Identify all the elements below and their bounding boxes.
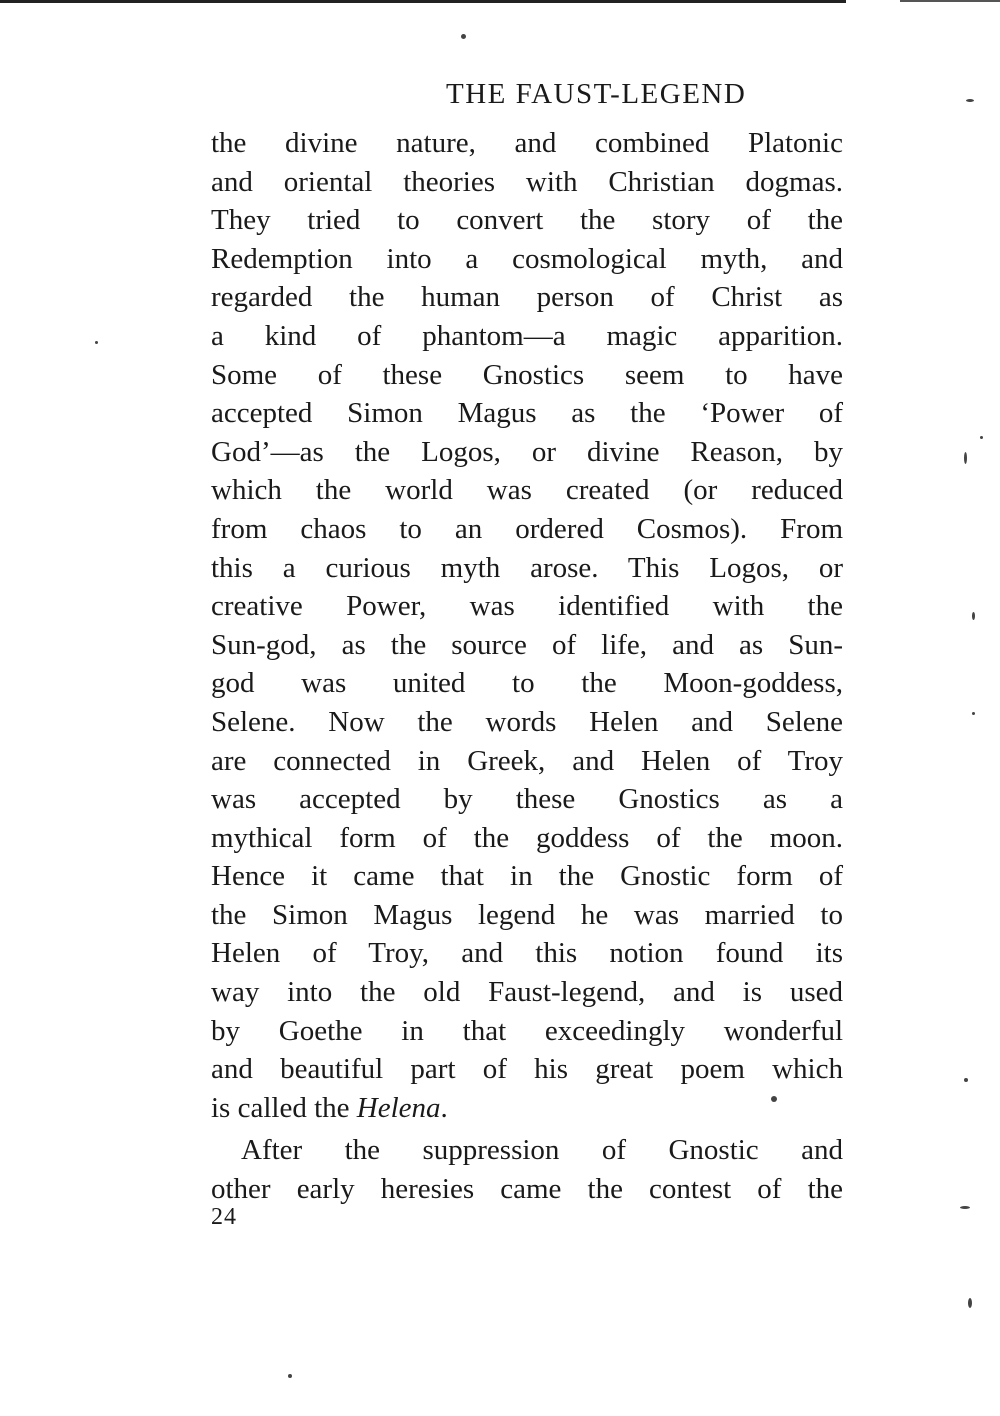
text-line: way into the old Faust-legend, and is used [211,976,843,1009]
scan-speck [288,1374,292,1378]
text-line: Hence it came that in the Gnostic form of [211,860,843,893]
text-line: and oriental theories with Christian dogmas. [211,165,843,198]
text-line: which the world was created (or reduced [211,474,843,507]
text-line: the Simon Magus legend he was married to [211,898,843,931]
scan-speck [960,1206,970,1209]
text-line: and beautiful part of his great poem which [211,1053,843,1086]
text-line: was accepted by these Gnostics as a [211,783,843,816]
top-rule-right [900,0,1000,2]
scan-speck [968,1298,972,1308]
paragraph-2 [211,1131,843,1208]
text-line: Redemption into a cosmological myth, and [211,242,843,275]
text-line-final [211,1089,843,1128]
body-text [211,124,843,1209]
final-line-suffix: . [440,1091,448,1124]
text-line: regarded the human person of Christ as [211,281,843,314]
page-number: 24 [211,1204,237,1230]
final-line-prefix: is called the [211,1091,357,1124]
text-line: accepted Simon Magus as the ‘Power of [211,397,843,430]
text-line: God’—as the Logos, or divine Reason, by [211,435,843,468]
scan-speck [461,34,466,39]
text-line: this a curious myth arose. This Logos, or [211,551,843,584]
text-line: Some of these Gnostics seem to have [211,358,843,391]
text-line: from chaos to an ordered Cosmos). From [211,512,843,545]
text-line: Helen of Troy, and this notion found its [211,937,843,970]
text-line: creative Power, was identified with the [211,590,843,623]
scan-speck [972,712,975,715]
text-line: other early heresies came the contest of the [211,1173,843,1206]
text-line: After the suppression of Gnostic and [241,1134,843,1167]
scan-speck [972,612,975,620]
text-line: god was united to the Moon-goddess, [211,667,843,700]
scan-speck [966,99,974,102]
scan-speck [964,1078,968,1082]
text-line: the divine nature, and combined Platonic [211,127,843,159]
helena-italic: Helena [356,1091,441,1124]
running-head: THE FAUST-LEGEND [446,78,747,110]
text-line: Sun-god, as the source of life, and as Sun- [211,628,843,661]
scan-speck [95,341,98,344]
text-line: mythical form of the goddess of the moon. [211,821,843,854]
scan-speck [980,436,983,439]
text-line: a kind of phantom—a magic apparition. [211,319,843,352]
text-line: They tried to convert the story of the [211,204,843,237]
text-line: are connected in Greek, and Helen of Troy [211,744,843,777]
scan-speck [771,1096,777,1102]
top-rule [0,0,846,3]
scan-speck [964,452,967,464]
paragraph-1 [211,124,843,1127]
text-line: by Goethe in that exceedingly wonderful [211,1014,843,1047]
text-line: Selene. Now the words Helen and Selene [211,705,843,738]
